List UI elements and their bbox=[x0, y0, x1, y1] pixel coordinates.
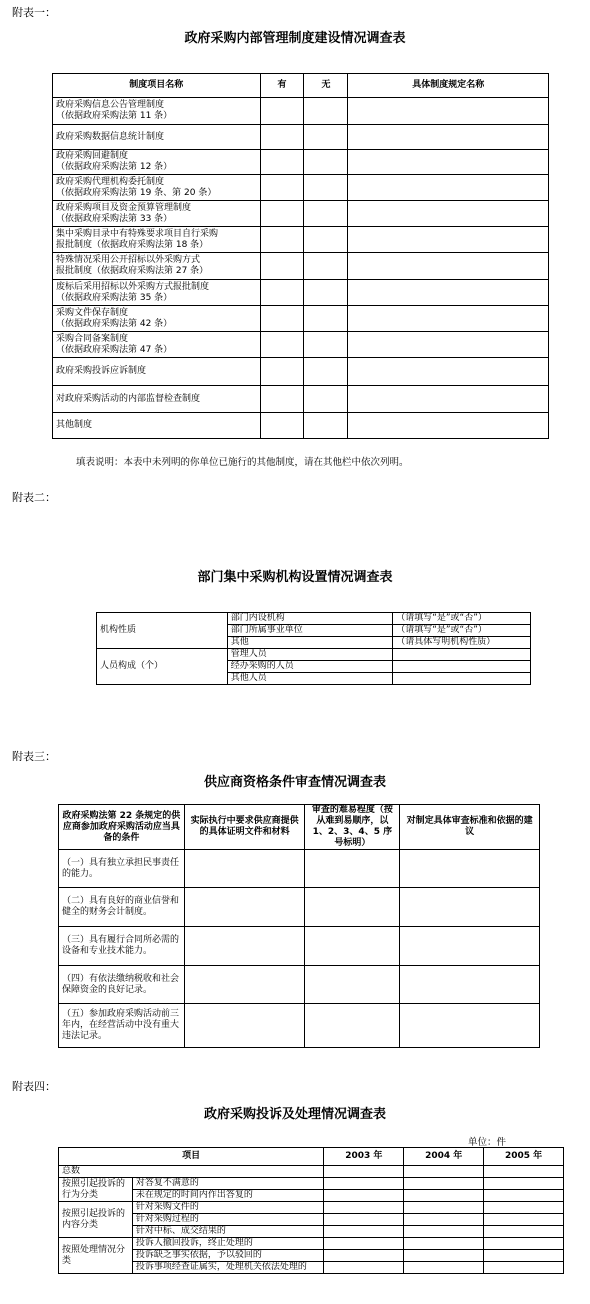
table-row bbox=[59, 927, 540, 966]
table-row bbox=[53, 98, 549, 125]
yes-cell[interactable] bbox=[260, 201, 304, 227]
count-cell[interactable] bbox=[324, 1262, 404, 1274]
row-title: 采购文件保存制度 bbox=[56, 307, 129, 318]
specific-name-cell[interactable] bbox=[348, 413, 549, 439]
count-cell[interactable] bbox=[404, 1226, 484, 1238]
table-4-title: 政府采购投诉及处理情况调查表 bbox=[203, 1107, 386, 1122]
no-cell[interactable] bbox=[304, 150, 348, 175]
input-cell[interactable] bbox=[400, 927, 540, 966]
count-cell[interactable] bbox=[484, 1238, 564, 1250]
table-row bbox=[59, 1250, 564, 1262]
table-row bbox=[59, 1004, 540, 1048]
row-title: 废标后采用招标以外采购方式报批制度 bbox=[56, 281, 210, 292]
row-title: 政府采购信息公告管理制度 bbox=[56, 100, 165, 110]
subcategory-label: 针对采购过程的 bbox=[132, 1214, 324, 1226]
header-condition: 政府采购法第 22 条规定的供应商参加政府采购活动应当具备的条件 bbox=[59, 805, 185, 850]
category-label: 按照处理情况分类 bbox=[59, 1238, 133, 1274]
yes-cell[interactable] bbox=[260, 358, 304, 386]
count-cell[interactable] bbox=[324, 1202, 404, 1214]
subcategory-label: 投诉人撤回投诉，终止处理的 bbox=[132, 1238, 324, 1250]
table-row bbox=[53, 227, 549, 253]
count-cell[interactable] bbox=[404, 1190, 484, 1202]
header-yes: 有 bbox=[260, 74, 304, 98]
table-row bbox=[59, 1190, 564, 1202]
specific-name-cell[interactable] bbox=[348, 332, 549, 358]
table-row bbox=[59, 1178, 564, 1190]
count-cell[interactable] bbox=[324, 1178, 404, 1190]
no-cell[interactable] bbox=[304, 386, 348, 413]
specific-name-cell[interactable] bbox=[348, 125, 549, 150]
no-cell[interactable] bbox=[304, 125, 348, 150]
staff-count-cell[interactable] bbox=[393, 661, 531, 673]
row-title: 对政府采购活动的内部监督检查制度 bbox=[56, 393, 201, 404]
header-specific-name: 具体制度规定名称 bbox=[348, 74, 549, 98]
input-cell[interactable] bbox=[305, 850, 400, 888]
table-row bbox=[53, 280, 549, 306]
yes-cell[interactable] bbox=[260, 227, 304, 253]
table-row bbox=[97, 649, 531, 661]
yes-cell[interactable] bbox=[260, 332, 304, 358]
table-row bbox=[59, 1226, 564, 1238]
table-row bbox=[59, 966, 540, 1004]
header-year-2004: 2004 年 bbox=[404, 1148, 484, 1166]
table-row bbox=[59, 1166, 564, 1178]
count-cell[interactable] bbox=[324, 1190, 404, 1202]
no-cell[interactable] bbox=[304, 253, 348, 280]
input-cell[interactable] bbox=[305, 1004, 400, 1048]
header-suggestion: 对制定具体审查标准和依据的建议 bbox=[400, 805, 540, 850]
yes-cell[interactable] bbox=[260, 125, 304, 150]
row-basis: 报批制度（依据政府采购法第 27 条） bbox=[56, 266, 209, 276]
table-row bbox=[59, 888, 540, 927]
input-cell[interactable] bbox=[305, 927, 400, 966]
specific-name-cell[interactable] bbox=[348, 358, 549, 386]
table-1-note: 填表说明：本表中未列明的你单位已施行的其他制度，请在其他栏中依次列明。 bbox=[76, 457, 409, 468]
table-row bbox=[59, 850, 540, 888]
no-cell[interactable] bbox=[304, 227, 348, 253]
row-basis: （依据政府采购法第 47 条） bbox=[56, 344, 173, 355]
count-cell[interactable] bbox=[484, 1202, 564, 1214]
staff-type: 管理人员 bbox=[227, 649, 393, 661]
row-basis: （依据政府采购法第 42 条） bbox=[56, 318, 173, 329]
option-label: 其他 bbox=[227, 637, 393, 649]
header-item: 项目 bbox=[59, 1148, 324, 1166]
table-row bbox=[59, 1202, 564, 1214]
row-title: 特殊情况采用公开招标以外采购方式 bbox=[56, 255, 201, 265]
subcategory-label: 针对采购文件的 bbox=[132, 1202, 324, 1214]
input-cell[interactable] bbox=[400, 850, 540, 888]
staff-type: 其他人员 bbox=[227, 673, 393, 685]
count-cell[interactable] bbox=[404, 1262, 484, 1274]
row-basis: （依据政府采购法第 35 条） bbox=[56, 292, 173, 303]
count-cell[interactable] bbox=[484, 1190, 564, 1202]
table-1-title: 政府采购内部管理制度建设情况调查表 bbox=[184, 31, 406, 46]
count-cell[interactable] bbox=[484, 1226, 564, 1238]
table-row bbox=[53, 253, 549, 280]
count-cell[interactable] bbox=[404, 1166, 484, 1178]
header-proof-documents: 实际执行中要求供应商提供的具体证明文件和材料 bbox=[184, 805, 305, 850]
table-row bbox=[53, 386, 549, 413]
table-row bbox=[59, 1214, 564, 1226]
row-title: 政府采购代理机构委托制度 bbox=[56, 176, 165, 187]
header-year-2003: 2003 年 bbox=[324, 1148, 404, 1166]
table-row bbox=[53, 175, 549, 201]
row-basis: （依据政府采购法第 19 条、第 20 条） bbox=[56, 187, 217, 198]
no-cell[interactable] bbox=[304, 280, 348, 306]
subcategory-label: 投诉事项经查证属实，处理机关依法处理的 bbox=[132, 1262, 324, 1274]
count-cell[interactable] bbox=[324, 1238, 404, 1250]
staff-count-cell[interactable] bbox=[393, 649, 531, 661]
yes-cell[interactable] bbox=[260, 98, 304, 125]
yes-cell[interactable] bbox=[260, 280, 304, 306]
fill-hint[interactable]: （请具体写明机构性质） bbox=[393, 637, 531, 649]
nature-group-label: 机构性质 bbox=[97, 613, 228, 649]
unit-label: 单位：件 bbox=[468, 1137, 507, 1148]
yes-cell[interactable] bbox=[260, 150, 304, 175]
yes-cell[interactable] bbox=[260, 175, 304, 201]
yes-cell[interactable] bbox=[260, 306, 304, 332]
condition-cell: （一）具有独立承担民事责任的能力。 bbox=[59, 850, 185, 888]
count-cell[interactable] bbox=[404, 1214, 484, 1226]
option-label: 部门内设机构 bbox=[227, 613, 393, 625]
input-cell[interactable] bbox=[305, 966, 400, 1004]
input-cell[interactable] bbox=[305, 888, 400, 927]
yes-cell[interactable] bbox=[260, 386, 304, 413]
staff-type: 经办采购的人员 bbox=[227, 661, 393, 673]
institution-system-table bbox=[52, 73, 549, 439]
row-title: 政府采购回避制度 bbox=[56, 151, 129, 161]
fill-hint[interactable]: （请填写“是”或“否”） bbox=[393, 613, 531, 625]
specific-name-cell[interactable] bbox=[348, 98, 549, 125]
table-2-title: 部门集中采购机构设置情况调查表 bbox=[197, 570, 393, 585]
condition-cell: （四）有依法缴纳税收和社会保障资金的良好记录。 bbox=[59, 966, 185, 1004]
count-cell[interactable] bbox=[404, 1202, 484, 1214]
table-row bbox=[53, 413, 549, 439]
input-cell[interactable] bbox=[400, 1004, 540, 1048]
table-row bbox=[59, 1238, 564, 1250]
row-title: 其他制度 bbox=[56, 420, 93, 430]
header-system-name: 制度项目名称 bbox=[53, 74, 261, 98]
no-cell[interactable] bbox=[304, 306, 348, 332]
count-cell[interactable] bbox=[404, 1178, 484, 1190]
appendix-3-label: 附表三： bbox=[12, 750, 56, 763]
subcategory-label: 投诉缺乏事实依据，予以驳回的 bbox=[132, 1250, 324, 1262]
count-cell[interactable] bbox=[404, 1250, 484, 1262]
count-cell[interactable] bbox=[404, 1238, 484, 1250]
no-cell[interactable] bbox=[304, 98, 348, 125]
table-row bbox=[97, 613, 531, 625]
table-row bbox=[53, 150, 549, 175]
total-label: 总数 bbox=[59, 1166, 324, 1178]
input-cell[interactable] bbox=[400, 888, 540, 927]
row-title: 政府采购数据信息统计制度 bbox=[56, 131, 165, 142]
row-basis: 报批制度（依据政府采购法第 18 条） bbox=[56, 239, 209, 250]
table-row bbox=[59, 1262, 564, 1274]
row-basis: （依据政府采购法第 12 条） bbox=[56, 162, 173, 172]
no-cell[interactable] bbox=[304, 201, 348, 227]
condition-cell: （五）参加政府采购活动前三年内，在经营活动中没有重大违法记录。 bbox=[59, 1004, 185, 1048]
table-3-title: 供应商资格条件审查情况调查表 bbox=[203, 775, 386, 790]
table-row bbox=[53, 125, 549, 150]
appendix-2-label: 附表二： bbox=[12, 491, 56, 504]
table-row bbox=[53, 201, 549, 227]
specific-name-cell[interactable] bbox=[348, 150, 549, 175]
subcategory-label: 未在规定的时间内作出答复的 bbox=[132, 1190, 324, 1202]
appendix-1-label: 附表一： bbox=[12, 6, 56, 19]
input-cell[interactable] bbox=[184, 850, 305, 888]
no-cell[interactable] bbox=[304, 413, 348, 439]
condition-cell: （三）具有履行合同所必需的设备和专业技术能力。 bbox=[59, 927, 185, 966]
option-label: 部门所属事业单位 bbox=[227, 625, 393, 637]
count-cell[interactable] bbox=[484, 1214, 564, 1226]
no-cell[interactable] bbox=[304, 175, 348, 201]
count-cell[interactable] bbox=[484, 1166, 564, 1178]
specific-name-cell[interactable] bbox=[348, 386, 549, 413]
count-cell[interactable] bbox=[484, 1250, 564, 1262]
header-difficulty: 审查的难易程度（按从难到易顺序，以 1、2、3、4、5 序号标明） bbox=[305, 805, 400, 850]
count-cell[interactable] bbox=[324, 1214, 404, 1226]
count-cell[interactable] bbox=[324, 1166, 404, 1178]
row-basis: （依据政府采购法第 33 条） bbox=[56, 213, 173, 224]
staff-group-label: 人员构成（个） bbox=[97, 649, 228, 685]
specific-name-cell[interactable] bbox=[348, 227, 549, 253]
complaint-handling-table bbox=[58, 1147, 564, 1274]
input-cell[interactable] bbox=[184, 927, 305, 966]
row-title: 采购合同备案制度 bbox=[56, 333, 129, 344]
category-label: 按照引起投诉的行为分类 bbox=[59, 1178, 133, 1202]
yes-cell[interactable] bbox=[260, 413, 304, 439]
row-title: 政府采购项目及资金预算管理制度 bbox=[56, 202, 192, 213]
condition-cell: （二）具有良好的商业信誉和健全的财务会计制度。 bbox=[59, 888, 185, 927]
table-row bbox=[53, 332, 549, 358]
subcategory-label: 对答复不满意的 bbox=[132, 1178, 324, 1190]
specific-name-cell[interactable] bbox=[348, 175, 549, 201]
count-cell[interactable] bbox=[324, 1250, 404, 1262]
row-title: 政府采购投诉应诉制度 bbox=[56, 366, 147, 376]
input-cell[interactable] bbox=[184, 966, 305, 1004]
no-cell[interactable] bbox=[304, 358, 348, 386]
count-cell[interactable] bbox=[484, 1178, 564, 1190]
specific-name-cell[interactable] bbox=[348, 253, 549, 280]
specific-name-cell[interactable] bbox=[348, 201, 549, 227]
table-row bbox=[53, 358, 549, 386]
staff-count-cell[interactable] bbox=[393, 673, 531, 685]
input-cell[interactable] bbox=[400, 966, 540, 1004]
fill-hint[interactable]: （请填写“是”或“否”） bbox=[393, 625, 531, 637]
row-basis: （依据政府采购法第 11 条） bbox=[56, 111, 173, 121]
count-cell[interactable] bbox=[484, 1262, 564, 1274]
input-cell[interactable] bbox=[184, 888, 305, 927]
count-cell[interactable] bbox=[324, 1226, 404, 1238]
no-cell[interactable] bbox=[304, 332, 348, 358]
procurement-agency-table bbox=[96, 612, 531, 685]
header-no: 无 bbox=[304, 74, 348, 98]
specific-name-cell[interactable] bbox=[348, 280, 549, 306]
supplier-qualification-table bbox=[58, 804, 540, 1048]
header-year-2005: 2005 年 bbox=[484, 1148, 564, 1166]
input-cell[interactable] bbox=[184, 1004, 305, 1048]
subcategory-label: 针对中标、成交结果的 bbox=[132, 1226, 324, 1238]
table-row bbox=[53, 306, 549, 332]
specific-name-cell[interactable] bbox=[348, 306, 549, 332]
row-title: 集中采购目录中有特殊要求项目自行采购 bbox=[56, 228, 219, 239]
category-label: 按照引起投诉的内容分类 bbox=[59, 1202, 133, 1238]
yes-cell[interactable] bbox=[260, 253, 304, 280]
appendix-4-label: 附表四： bbox=[12, 1080, 56, 1093]
